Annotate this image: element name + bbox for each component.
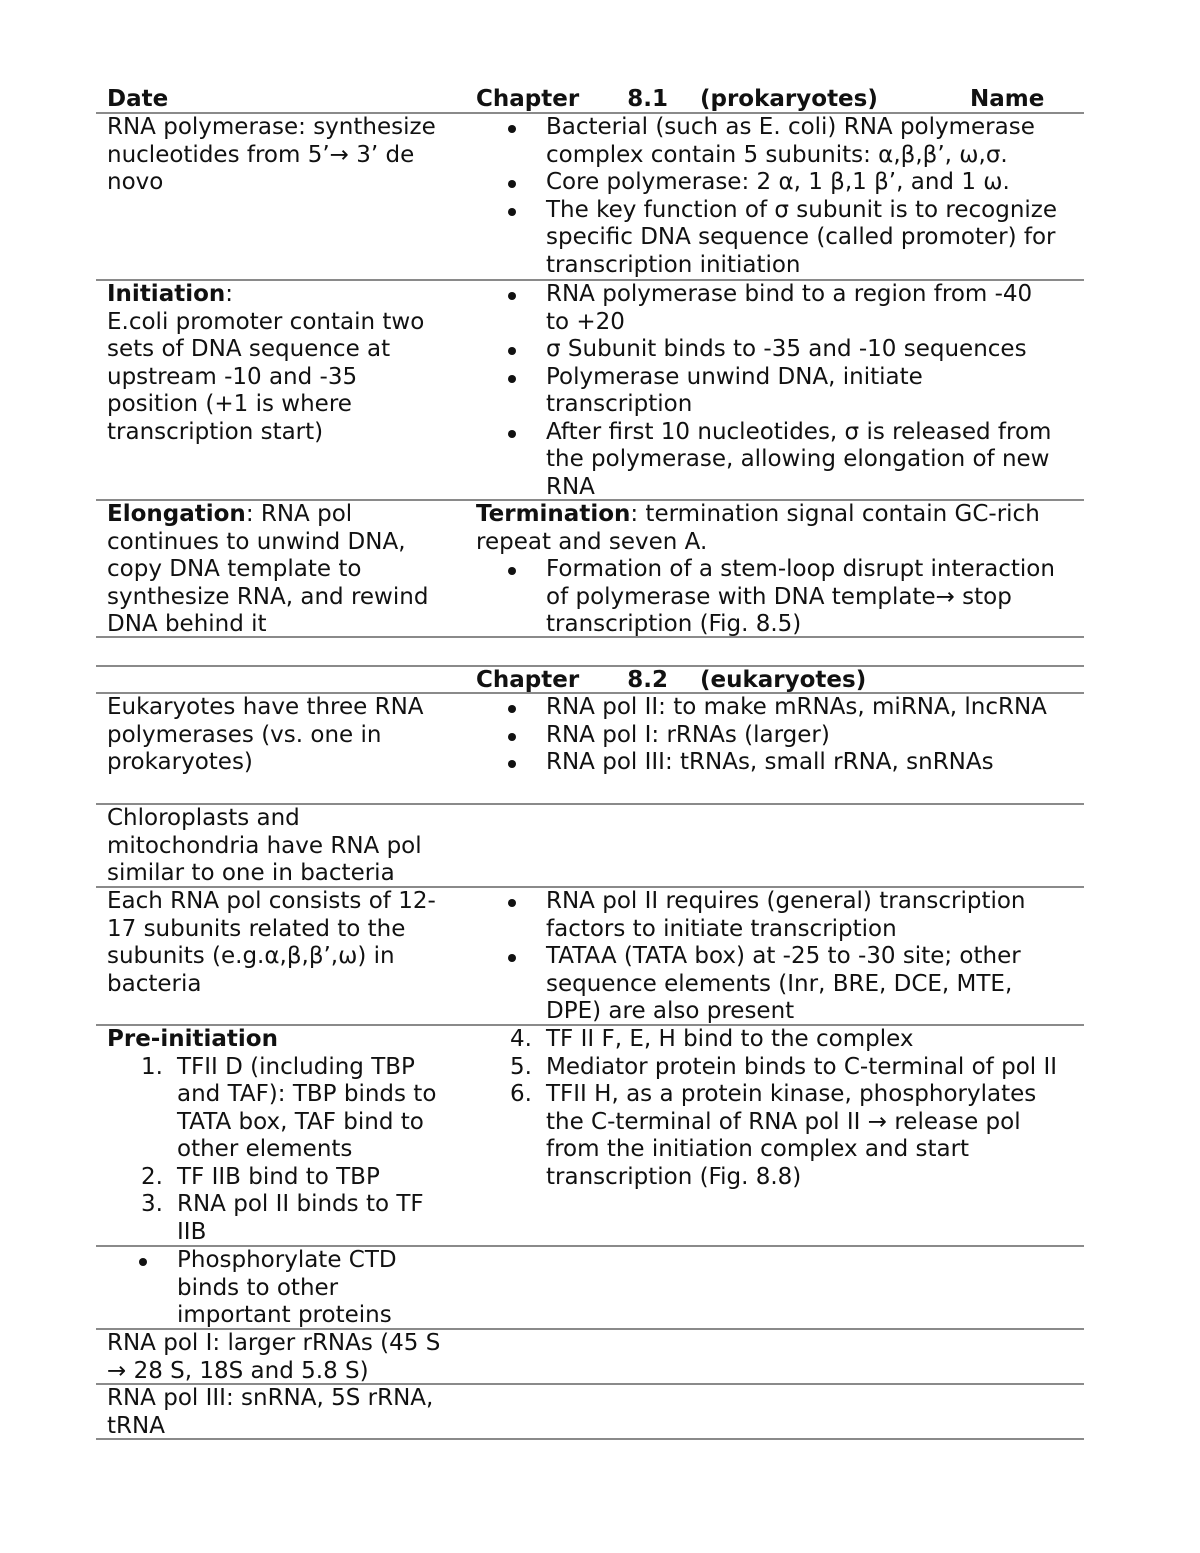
bullet-item: Bacterial (such as E. coli) RNA polymerase complex contain 5 subunits: α,β,β’, ω,σ.: [476, 114, 1076, 169]
table-row: [96, 694, 1084, 805]
numbered-item: 4. TF II F, E, H bind to the complex: [510, 1026, 914, 1052]
table-row: [96, 1026, 1084, 1247]
bullet-dot-icon: [508, 180, 516, 188]
row-left-cell: RNA pol III: snRNA, 5S rRNA, tRNA: [107, 1385, 434, 1439]
elongation-heading: Elongation: [107, 501, 246, 527]
bullet-dot-icon: [139, 1258, 147, 1266]
bullet-item: Formation of a stem-loop disrupt interaction of polymerase with DNA template→ stop transcription (Fig. 8.5): [476, 556, 1076, 639]
numbered-item: 5. Mediator protein binds to C-terminal of pol II: [510, 1053, 1058, 1080]
bullet-item: RNA pol II: to make mRNAs, miRNA, lncRNA: [476, 694, 1076, 722]
row-left-cell: Chloroplasts and mitochondria have RNA pol similar to one in bacteria: [107, 805, 422, 886]
bullet-item: Phosphorylate CTD binds to other important proteins: [107, 1247, 462, 1330]
bullet-dot-icon: [508, 292, 516, 300]
chapter-8-1-title: Chapter 8.1 (prokaryotes): [476, 86, 878, 112]
bullet-item: RNA pol III: tRNAs, small rRNA, snRNAs: [476, 749, 1076, 777]
row-left-cell: Initiation: E.coli promoter contain two sets of DNA sequence at upstream -10 and -35 position (+1 is where transcription start): [107, 281, 425, 445]
row-right-cell: [476, 281, 1076, 501]
bullet-item: RNA pol I: rRNAs (larger): [476, 722, 1076, 750]
bullet-dot-icon: [508, 125, 516, 133]
bullet-dot-icon: [508, 899, 516, 907]
bullet-dot-icon: [508, 954, 516, 962]
table-row: [96, 281, 1084, 501]
bullet-dot-icon: [508, 760, 516, 768]
bullet-dot-icon: [508, 430, 516, 438]
row-right-cell: [476, 1026, 1076, 1191]
row-left-cell: RNA polymerase: synthesize nucleotides from 5’→ 3’ de novo: [107, 114, 436, 195]
date-label: Date: [107, 86, 169, 112]
bullet-item: TATAA (TATA box) at -25 to -30 site; other sequence elements (Inr, BRE, DCE, MTE, DPE) are also present: [476, 943, 1076, 1026]
bullet-dot-icon: [508, 733, 516, 741]
row-left-cell: Eukaryotes have three RNA polymerases (vs. one in prokaryotes): [107, 694, 424, 775]
bullet-dot-icon: [508, 705, 516, 713]
bullet-item: The key function of σ subunit is to recognize specific DNA sequence (called promoter) for transcription initiation: [476, 197, 1076, 280]
initiation-heading: Initiation: [107, 281, 226, 307]
row-right-cell: [476, 888, 1076, 1026]
pre-initiation-heading: Pre-initiation: [107, 1026, 278, 1052]
row-left-cell: [107, 1026, 462, 1246]
table-row: [96, 1330, 1084, 1385]
numbered-item: 1. TFII D (including TBP and TAF): TBP binds to TATA box, TAF bind to other elements: [141, 1053, 437, 1162]
name-label: Name: [970, 86, 1045, 112]
bullet-dot-icon: [508, 567, 516, 575]
table-row: [96, 888, 1084, 1026]
bullet-item: σ Subunit binds to -35 and -10 sequences: [476, 336, 1076, 364]
bullet-dot-icon: [508, 208, 516, 216]
numbered-item: 3. RNA pol II binds to TF IIB: [141, 1191, 424, 1245]
termination-heading: Termination: [476, 501, 631, 527]
row-right-cell: [476, 694, 1076, 777]
bullet-item: Core polymerase: 2 α, 1 β,1 β’, and 1 ω.: [476, 169, 1076, 197]
table-row: [96, 501, 1084, 638]
bullet-item: RNA pol II requires (general) transcription factors to initiate transcription: [476, 888, 1076, 943]
table-row: [96, 114, 1084, 281]
row-left-cell: Elongation: RNA pol continues to unwind DNA, copy DNA template to synthesize RNA, and rewind DNA behind it: [107, 501, 429, 637]
table-row: [96, 1247, 1084, 1330]
bullet-dot-icon: [508, 347, 516, 355]
table-row: [96, 805, 1084, 888]
bullet-item: After first 10 nucleotides, σ is released from the polymerase, allowing elongation of new RNA: [476, 419, 1076, 502]
bullet-item: RNA polymerase bind to a region from -40 to +20: [476, 281, 1076, 336]
row-left-cell: RNA pol I: larger rRNAs (45 S → 28 S, 18S and 5.8 S): [107, 1330, 441, 1384]
bullet-item: Polymerase unwind DNA, initiate transcription: [476, 364, 1076, 419]
row-left-cell: [107, 1247, 462, 1330]
row-left-cell: Each RNA pol consists of 12- 17 subunits related to the subunits (e.g.α,β,β’,ω) in bacteria: [107, 888, 436, 997]
row-right-cell: Termination: termination signal contain GC-rich repeat and seven A. Formation of a stem-loop disrupt interaction of polymerase with DNA template→ stop transcription (Fig. 8.5): [476, 501, 1076, 639]
bullet-dot-icon: [508, 375, 516, 383]
numbered-item: 2. TF IIB bind to TBP: [141, 1163, 380, 1190]
table-row: [96, 667, 1084, 694]
chapter-8-2-title: Chapter 8.2 (eukaryotes): [476, 667, 867, 693]
row-right-cell: [476, 114, 1076, 279]
table-row: [96, 1385, 1084, 1440]
numbered-item: 6. TFII H, as a protein kinase, phosphorylates the C-terminal of RNA pol II → release pol from the initiation complex and start transcription (Fig. 8.8): [510, 1081, 1037, 1190]
